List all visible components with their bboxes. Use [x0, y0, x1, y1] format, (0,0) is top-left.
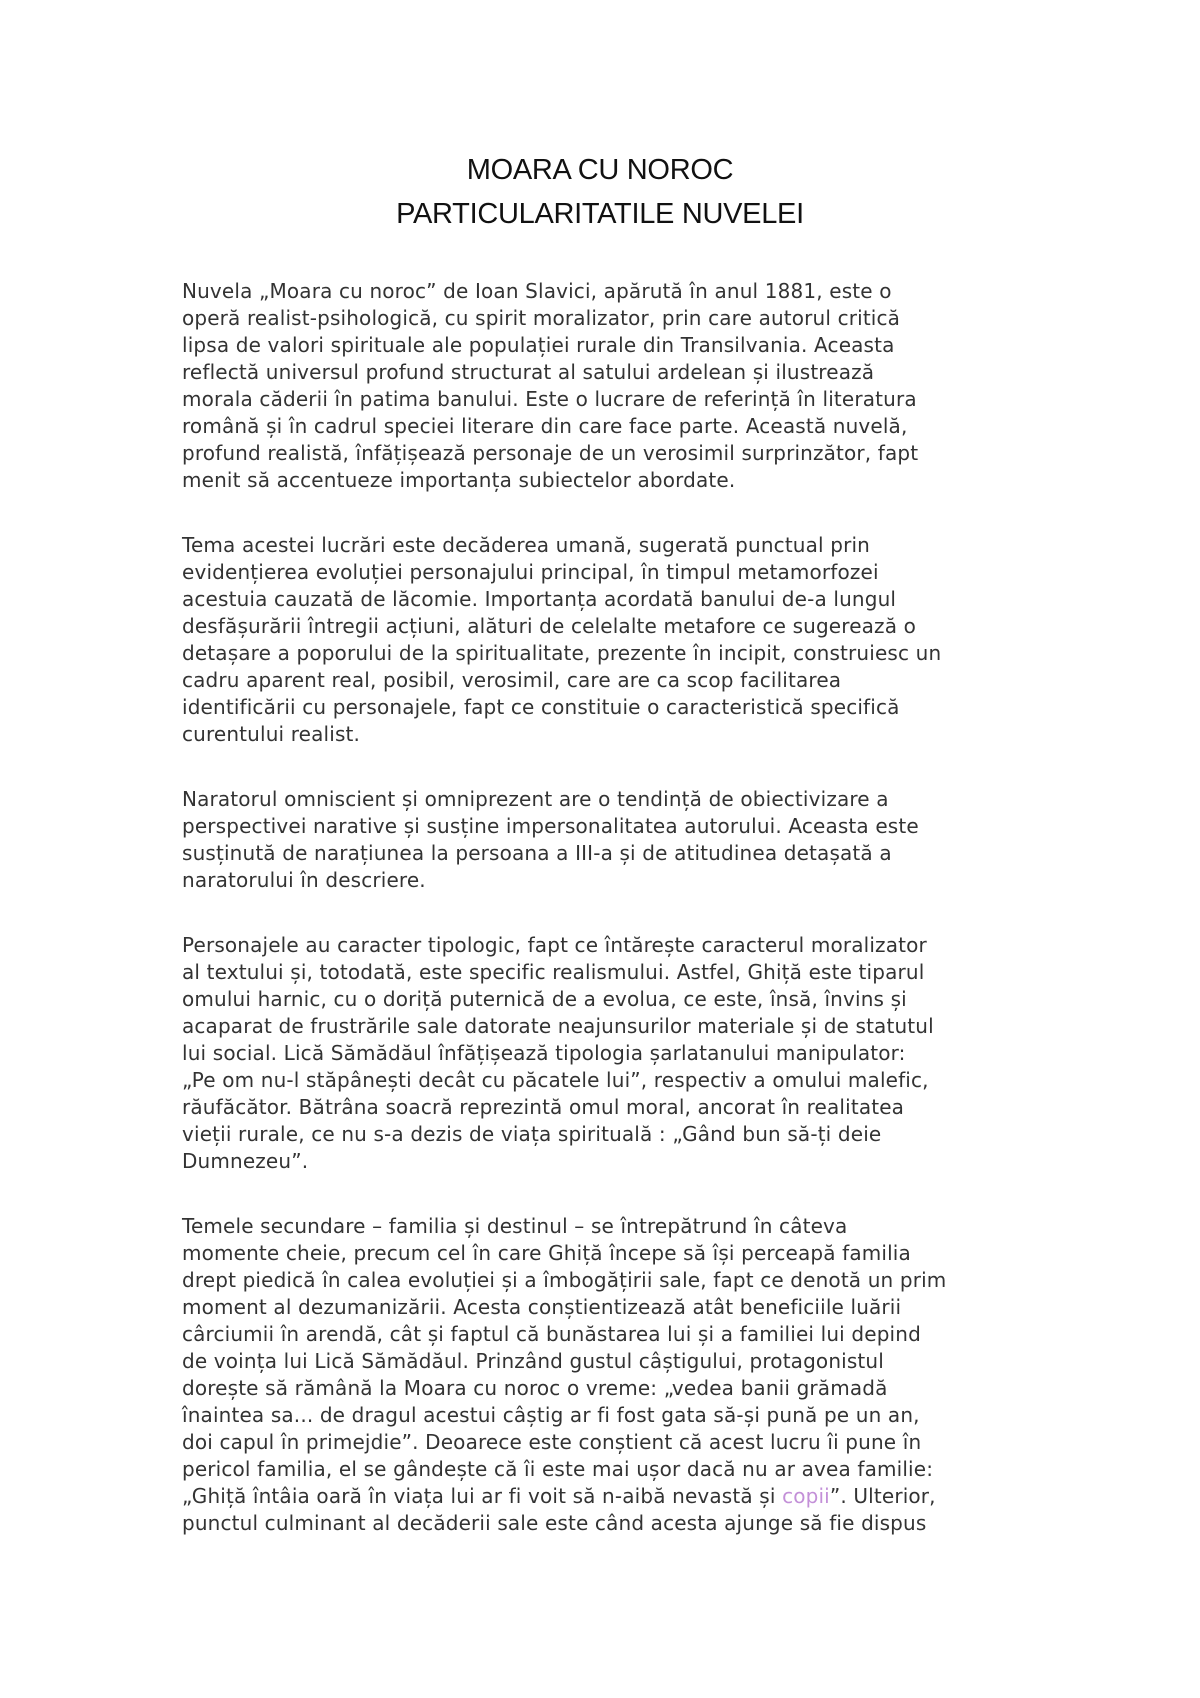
text-line: curentului realist.: [182, 722, 361, 746]
text-line: răufăcător. Bătrâna soacră reprezintă omul moral, ancorat în realitatea: [182, 1095, 905, 1119]
text-line: română și în cadrul speciei literare din care face parte. Această nuvelă,: [182, 414, 908, 438]
text-line: lipsa de valori spirituale ale populației rurale din Transilvania. Aceasta: [182, 333, 895, 357]
text-line: evidențierea evoluției personajului principal, în timpul metamorfozei: [182, 560, 879, 584]
text-line: momente cheie, precum cel în care Ghiță începe să își perceapă familia: [182, 1241, 911, 1265]
page-subtitle: PARTICULARITATILE NUVELEI: [396, 198, 804, 230]
text-line: menit să accentueze importanța subiectelor abordate.: [182, 468, 736, 492]
text-line: lui social. Lică Sămădăul înfățișează tipologia șarlatanului manipulator:: [182, 1041, 906, 1065]
text-line: omului harnic, cu o doriță puternică de a evolua, ce este, însă, învins și: [182, 987, 907, 1011]
text-line: detașare a poporului de la spiritualitate, prezente în incipit, construiesc un: [182, 641, 942, 665]
text-line: punctul culminant al decăderii sale este când acesta ajunge să fie dispus: [182, 1511, 927, 1535]
text-line: înaintea sa... de dragul acestui câștig ar fi fost gata să-și pună pe un an,: [182, 1403, 920, 1427]
text-line: cadru aparent real, posibil, verosimil, care are ca scop facilitarea: [182, 668, 842, 692]
text-line: susținută de narațiunea la persoana a III-a și de atitudinea detașată a: [182, 841, 892, 865]
text-line: acestuia cauzată de lăcomie. Importanța acordată banului de-a lungul: [182, 587, 897, 611]
text-line: Temele secundare – familia și destinul – se întrepătrund în câteva: [182, 1214, 848, 1238]
text-line: doi capul în primejdie”. Deoarece este conștient că acest lucru îi pune în: [182, 1430, 922, 1454]
text-line: reflectă universul profund structurat al satului ardelean și ilustrează: [182, 360, 875, 384]
text-line: „Pe om nu-l stăpânești decât cu păcatele lui”, respectiv a omului malefic,: [182, 1068, 929, 1092]
text-line: Dumnezeu”.: [182, 1149, 309, 1173]
paragraph-characters: [182, 932, 1027, 1175]
text-line: moment al dezumanizării. Acesta conștientizează atât beneficiile luării: [182, 1295, 902, 1319]
text-line: operă realist-psihologică, cu spirit moralizator, prin care autorul critică: [182, 306, 901, 330]
text-line: de voința lui Lică Sămădăul. Prinzând gustul câștigului, protagonistul: [182, 1349, 884, 1373]
paragraph-intro: [182, 278, 1027, 494]
paragraph-secondary-themes: [182, 1213, 1027, 1537]
text-line: identificării cu personajele, fapt ce constituie o caracteristică specifică: [182, 695, 900, 719]
text-line: profund realistă, înfățișează personaje de un verosimil surprinzător, fapt: [182, 441, 919, 465]
text-line: morala căderii în patima banului. Este o lucrare de referință în literatura: [182, 387, 917, 411]
text-line: dorește să rămână la Moara cu noroc o vreme: „vedea banii grămadă: [182, 1376, 888, 1400]
text-line-with-link: [182, 1483, 1027, 1510]
paragraph-theme: [182, 532, 1027, 748]
text-line: Naratorul omniscient și omniprezent are o tendință de obiectivizare a: [182, 787, 889, 811]
link-line-after: ”. Ulterior,: [829, 1484, 936, 1508]
text-line: Personajele au caracter tipologic, fapt ce întărește caracterul moralizator: [182, 933, 927, 957]
text-line: vieții rurale, ce nu s-a dezis de viața spirituală : „Gând bun să-ți deie: [182, 1122, 882, 1146]
text-line: al textului și, totodată, este specific realismului. Astfel, Ghiță este tiparul: [182, 960, 925, 984]
text-line: cârciumii în arendă, cât și faptul că bunăstarea lui și a familiei lui depind: [182, 1322, 921, 1346]
text-line: naratorului în descriere.: [182, 868, 426, 892]
document-body: [182, 278, 1027, 1537]
link-line-before: „Ghiță întâia oară în viața lui ar fi voit să n-aibă nevastă și: [182, 1484, 783, 1508]
text-line: desfășurării întregii acțiuni, alături de celelalte metafore ce sugerează o: [182, 614, 917, 638]
paragraph-narrator: [182, 786, 1027, 894]
copii-link[interactable]: copii: [782, 1484, 830, 1508]
text-line: acaparat de frustrările sale datorate neajunsurilor materiale și de statutul: [182, 1014, 934, 1038]
title-block: [0, 148, 1200, 236]
text-line: perspectivei narative și susține impersonalitatea autorului. Aceasta este: [182, 814, 919, 838]
text-line: pericol familia, el se gândește că îi este mai ușor dacă nu ar avea familie:: [182, 1457, 934, 1481]
text-line: Tema acestei lucrări este decăderea umană, sugerată punctual prin: [182, 533, 871, 557]
text-line: drept piedică în calea evoluției și a îmbogățirii sale, fapt ce denotă un prim: [182, 1268, 947, 1292]
text-line: Nuvela „Moara cu noroc” de Ioan Slavici, apărută în anul 1881, este o: [182, 279, 892, 303]
page-title: MOARA CU NOROC: [466, 154, 734, 186]
